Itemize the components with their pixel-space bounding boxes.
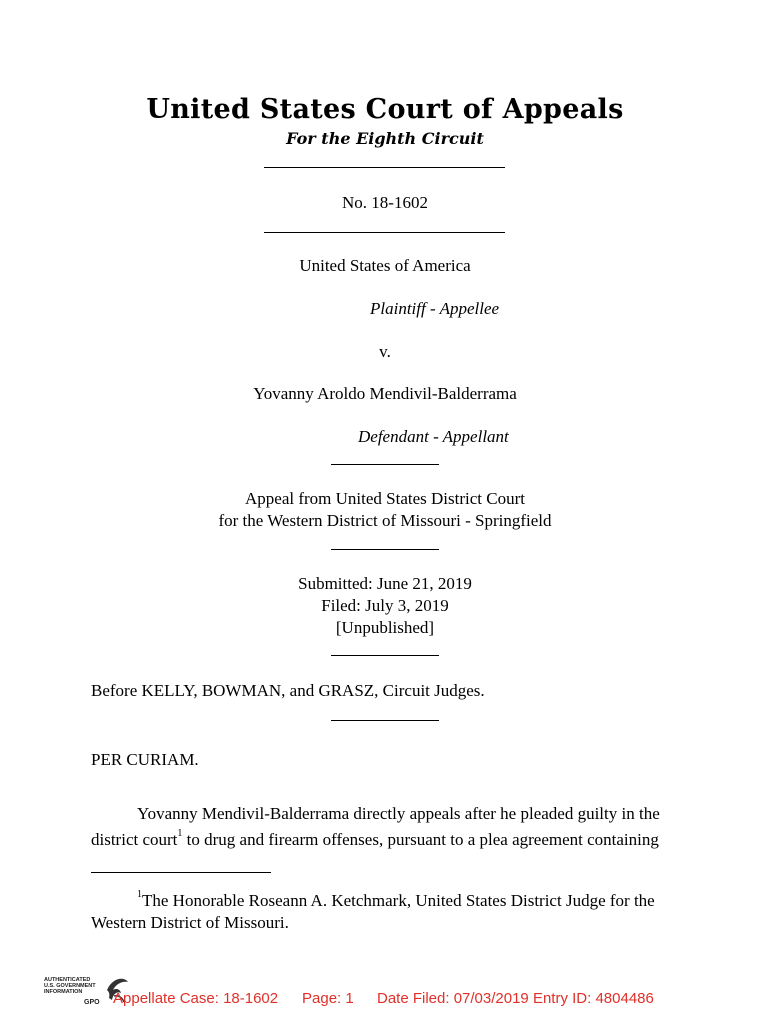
defendant-role: Defendant - Appellant	[358, 427, 509, 446]
stamp-page: Page: 1	[302, 990, 354, 1007]
plaintiff-name: United States of America	[299, 256, 471, 275]
appeal-line-2: for the Western District of Missouri - Springfield	[218, 511, 552, 530]
divider	[264, 232, 505, 233]
divider	[331, 464, 439, 465]
footnote-line-1	[137, 891, 655, 911]
divider	[331, 720, 439, 721]
plaintiff-role: Plaintiff - Appellee	[370, 299, 500, 318]
publication-status: [Unpublished]	[335, 618, 435, 637]
opinion-line-1: Yovanny Mendivil-Balderrama directly appeals after he pleaded guilty in the	[137, 804, 660, 823]
appeal-line-1: Appeal from United States District Court	[245, 489, 525, 508]
stamp-date-entry: Date Filed: 07/03/2019 Entry ID: 4804486	[377, 990, 654, 1007]
versus: v.	[379, 342, 391, 361]
gpo-line: AUTHENTICATED	[44, 977, 91, 983]
defendant-name: Yovanny Aroldo Mendivil-Balderrama	[253, 384, 517, 403]
footnote-line-2: Western District of Missouri.	[91, 913, 289, 932]
divider	[331, 655, 439, 656]
panel-line: Before KELLY, BOWMAN, and GRASZ, Circuit Judges.	[91, 681, 485, 700]
gpo-label: GPO	[84, 999, 100, 1006]
filed-date: Filed: July 3, 2019	[321, 596, 449, 615]
gpo-line: INFORMATION	[44, 989, 83, 995]
footnote-ref[interactable]: 1	[177, 828, 183, 839]
stamp-case-number: Appellate Case: 18-1602	[113, 990, 279, 1007]
footnote-divider	[91, 872, 271, 873]
opinion-text: district court	[91, 830, 178, 849]
footnote-marker: 1	[137, 889, 142, 900]
footnote-text: The Honorable Roseann A. Ketchmark, United States District Judge for the	[142, 891, 655, 910]
opinion-heading: PER CURIAM.	[91, 750, 199, 769]
court-subtitle: For the Eighth Circuit	[286, 129, 484, 148]
gpo-text	[44, 977, 96, 995]
opinion-line-2	[91, 830, 659, 850]
gpo-line: U.S. GOVERNMENT	[44, 983, 96, 989]
divider	[264, 167, 505, 168]
opinion-text: to drug and firearm offenses, pursuant to a plea agreement containing	[182, 830, 659, 849]
submitted-date: Submitted: June 21, 2019	[298, 574, 472, 593]
court-title: United States Court of Appeals	[146, 94, 624, 125]
divider	[331, 549, 439, 550]
case-number: No. 18-1602	[342, 193, 428, 212]
